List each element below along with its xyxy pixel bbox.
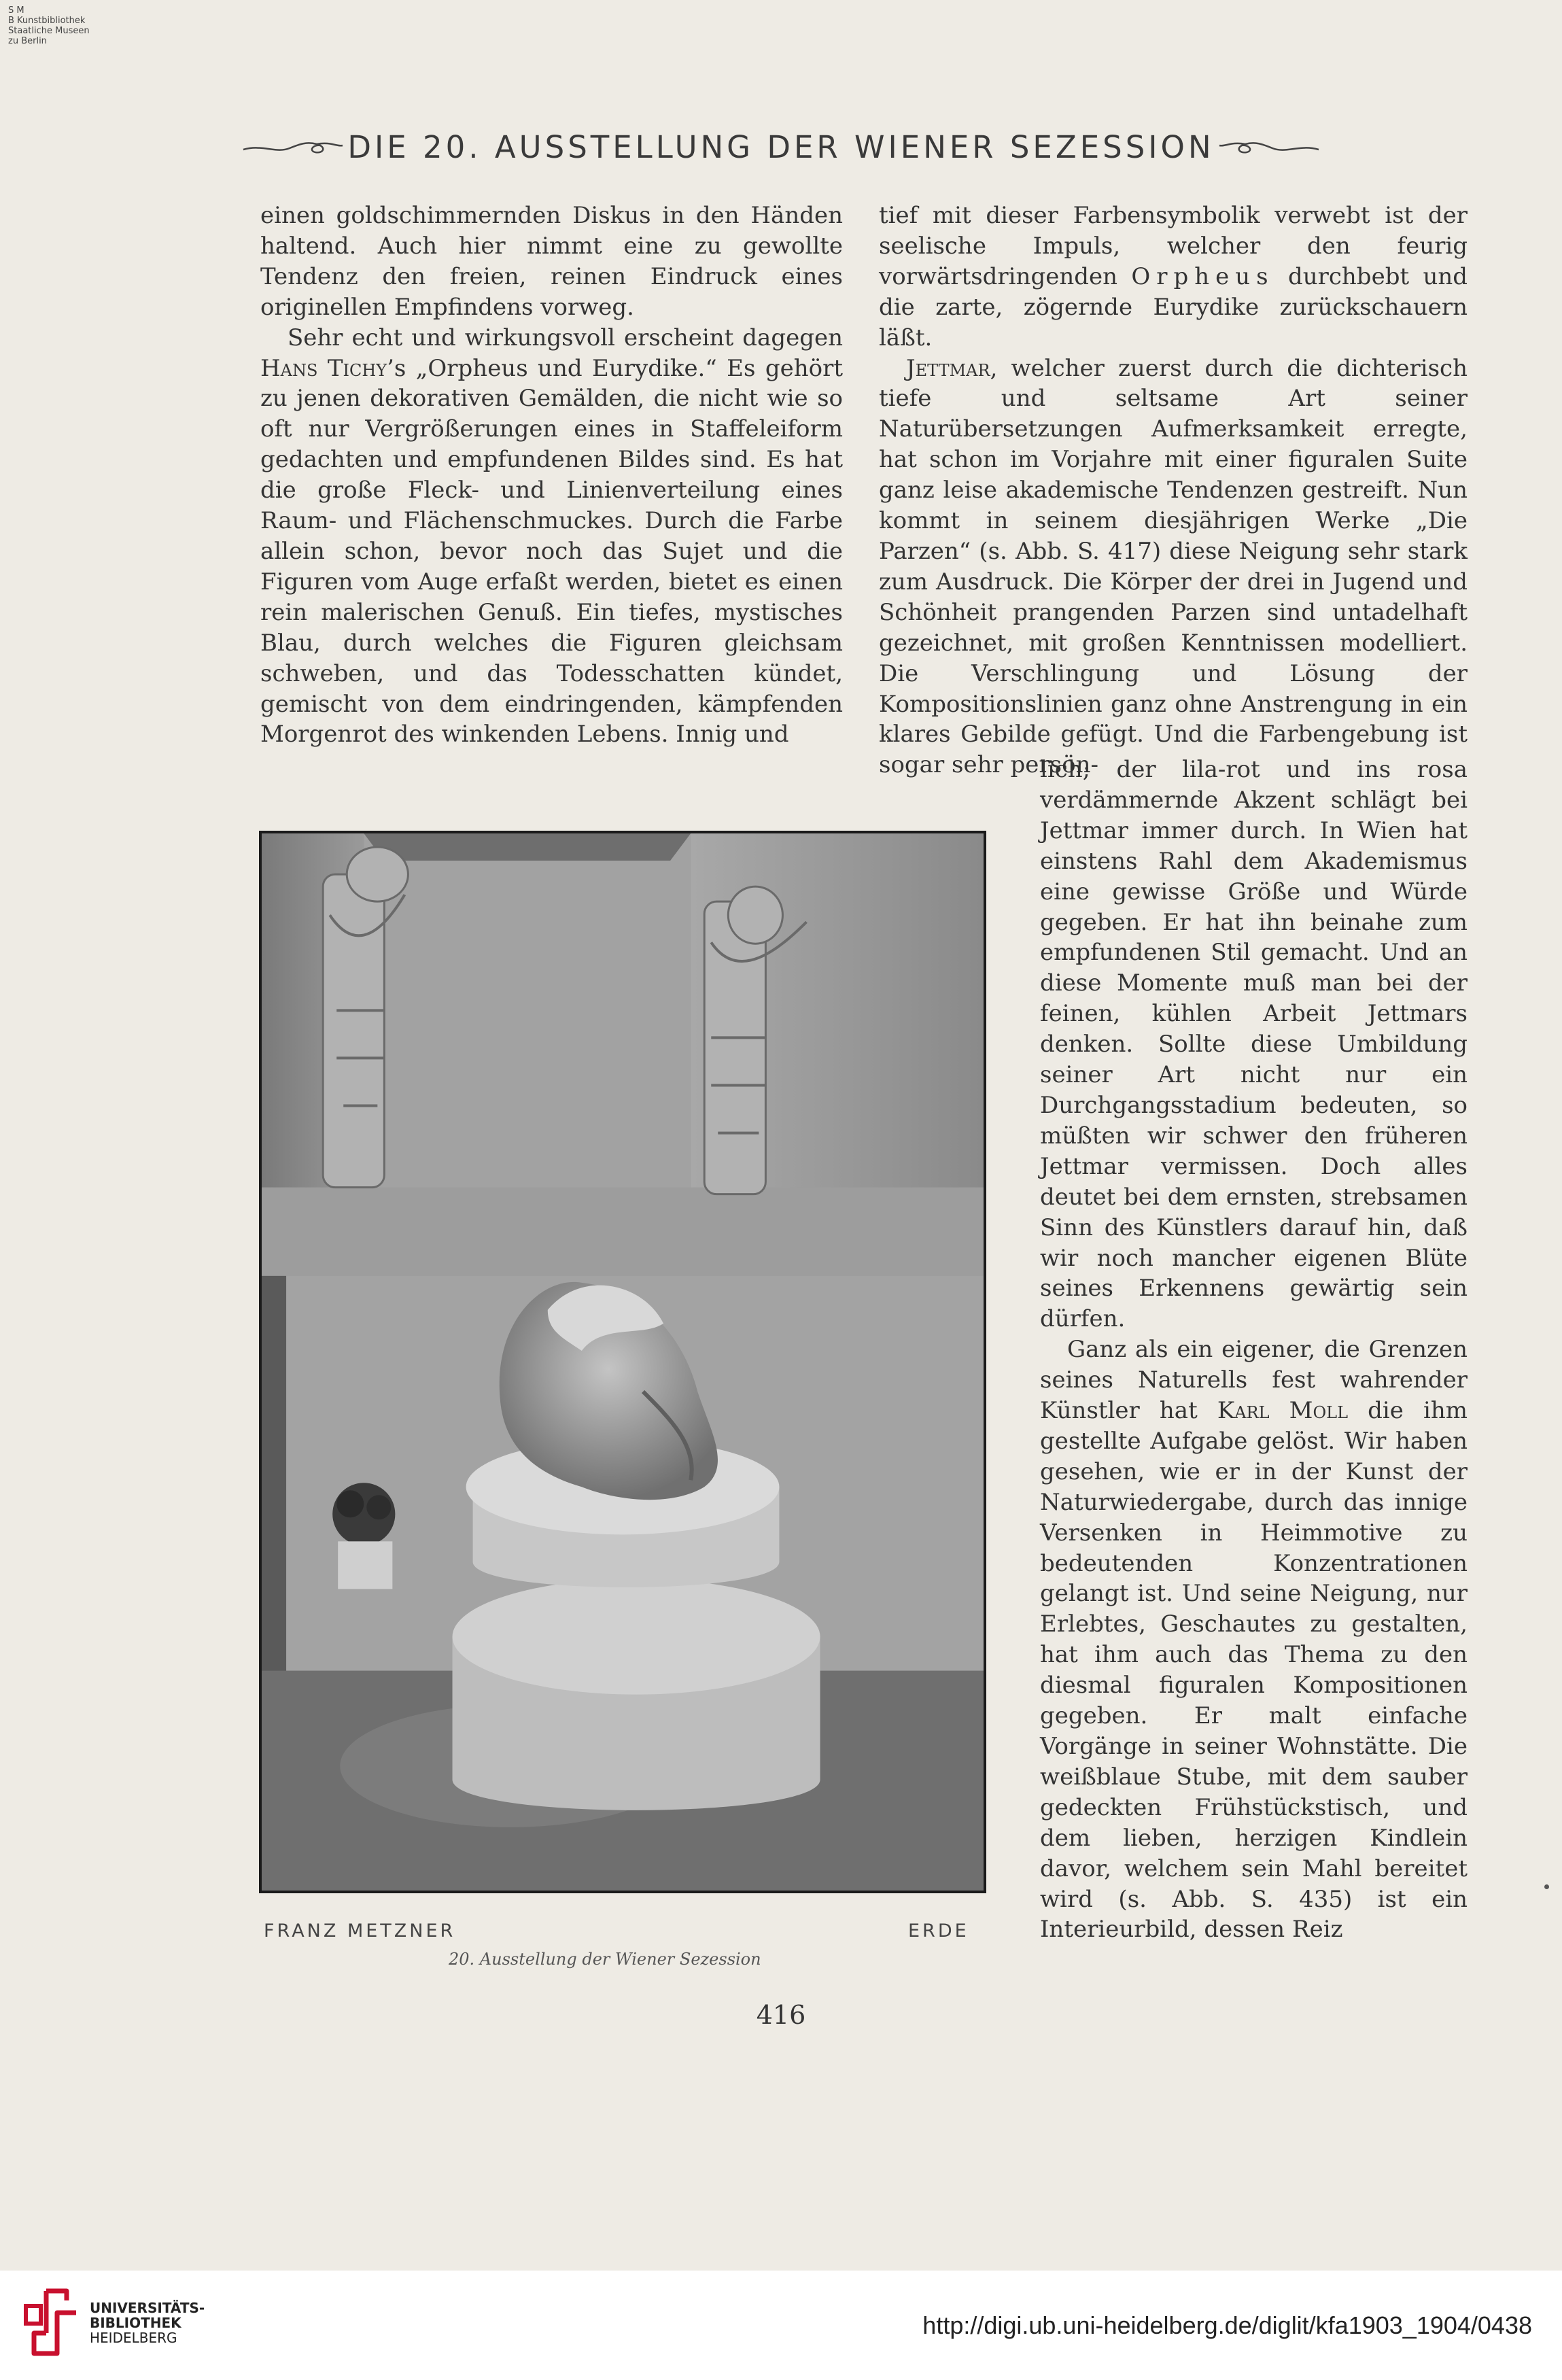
paragraph: lich; der lila-rot und ins rosa verdämmernde Akzent schlägt bei Jettmar immer durch. In Wien hat einstens Rahl dem Akademismus eine gewisse Größe und Würde gegeben. Er hat ihn beinahe zum empfundenen Stil gemacht. Und an diese Momente muß man bei der feinen, kühlen Arbeit Jettmars denken. Sollte diese Umbildung seiner Art nicht nur ein Durchgangsstadium bedeuten, so müßten wir schwer den früheren Jettmar vermissen. Doch alles deutet bei dem ernsten, strebsamen Sinn des Künstlers darauf hin, daß wir noch mancher eigenen Blüte seines Erkennens gewärtig sein dürfen. (1040, 756, 1468, 1333)
paragraph (260, 323, 843, 751)
figure-source: 20. Ausstellung der Wiener Sezession (449, 1950, 761, 1969)
figure-title: ERDE (908, 1920, 969, 1942)
running-header (0, 129, 1562, 165)
margin-mark (1544, 1884, 1549, 1889)
paragraph: einen goldschimmernden Diskus in den Händen haltend. Auch hier nimmt eine zu gewollte Tendenz den freien, reinen Eindruck eines originellen Empfindens vorweg. (260, 202, 843, 321)
paragraph (1040, 1334, 1468, 1945)
heidelberg-library-logo-icon (19, 2286, 80, 2360)
text-run: , welcher zuerst durch die dichterisch tiefe und seltsame Art seiner Naturübersetzungen Aufmerksamkeit erregte, hat schon im Vorjahre mit einer figuralen Suite ganz leise akademische Tendenzen gestreift. Nun kommt in seinem diesjährigen Werke „Die Parzen“ (s. Abb. S. 417) diese Neigung sehr stark zum Ausdruck. Die Körper der drei in Jugend und Schönheit prangenden Parzen sind untadelhaft gezeichnet, mit großen Kenntnissen modelliert. Die Verschlingung und Lösung der Kompositionslinien ganz ohne Anstrengung in ein klares Gebilde gefügt. Und die Farbengebung ist sogar sehr persön- (879, 354, 1468, 779)
stamp-line: Staatliche Museen (8, 26, 90, 36)
artist-name: Karl Moll (1217, 1397, 1349, 1425)
page-header-title: DIE 20. AUSSTELLUNG DER WIENER SEZESSION (347, 129, 1215, 165)
right-ornament-icon (1218, 137, 1320, 158)
page-number: 416 (756, 2000, 806, 2030)
library-line: BIBLIOTHEK (90, 2315, 181, 2331)
text-run: Sehr echt und wirkungsvoll erscheint dagegen (288, 324, 843, 351)
paragraph (879, 353, 1468, 781)
permalink-url[interactable]: http://digi.ub.uni-heidelberg.de/diglit/kfa1903_1904/0438 (922, 2311, 1532, 2339)
left-ornament-icon (242, 137, 344, 158)
figure-artist: FRANZ METZNER (264, 1920, 456, 1942)
library-line: HEIDELBERG (90, 2330, 177, 2346)
text-run: die ihm gestellte Aufgabe gelöst. Wir haben gesehen, wie er in der Kunst der Naturwiedergabe, durch das innige Versenken in Heimmotive zu bedeutenden Konzentrationen gelangt ist. Und seine Neigung, nur Erlebtes, Geschautes zu gestalten, hat ihm auch das Thema zu den diesmal figuralen Kompositionen gegeben. Er malt einfache Vorgänge in seiner Wohnstätte. Die weißblaue Stube, mit dem sauber gedeckten Frühstückstisch, und dem lieben, herzigen Kindlein davor, welchem sein Mahl bereitet wird (s. Abb. S. 435) ist ein Interieurbild, dessen Reiz (1040, 1397, 1468, 1944)
left-column (260, 201, 843, 750)
text-run: Ganz als ein eigener, die Grenzen seines Naturells fest wahrender Künstler hat (1040, 1336, 1468, 1425)
text-run: ’s „Orpheus und Eurydike.“ Es gehört zu jenen dekorativen Gemälden, die nicht wie so oft nur Vergrößerungen eines in Staffeleiform gedachten und empfundenen Bildes sind. Es hat die große Fleck- und Linienverteilung eines Raum- und Flächenschmuckes. Durch die Farbe allein schon, bevor noch das Sujet und die Figuren vom Auge erfaßt werden, bietet es einen rein malerischen Genuß. Ein tiefes, mystisches Blau, durch welches die Figuren gleichsam schweben, und das Todesschatten kündet, gemischt von dem eindringenden, kämpfenden Morgenrot des winkenden Lebens. Innig und (260, 354, 843, 748)
library-stamp (8, 5, 90, 46)
right-column-narrow (1040, 755, 1468, 1945)
library-line: UNIVERSITÄTS- (90, 2300, 205, 2316)
stamp-line: B Kunstbibliothek (8, 16, 86, 26)
stamp-line: S M (8, 5, 24, 16)
artist-name: Jettmar (906, 354, 990, 382)
photo-illustration (262, 833, 984, 1891)
paragraph (879, 201, 1468, 353)
text-run: durchbebt und die zarte, zögernde Eurydike zurückschauern läßt. (879, 262, 1468, 351)
stamp-line: zu Berlin (8, 36, 47, 46)
sculpture-photograph (259, 831, 986, 1893)
spaced-name: Orpheus (1131, 262, 1274, 290)
text-run: tief mit dieser Farbensymbolik verwebt ist der seelische Impuls, welcher den feurig vorwärtsdringenden (879, 202, 1468, 290)
artist-name: Hans Tichy (260, 354, 387, 382)
right-column (879, 201, 1468, 780)
library-name (90, 2300, 205, 2345)
digitization-footer (0, 2271, 1562, 2380)
